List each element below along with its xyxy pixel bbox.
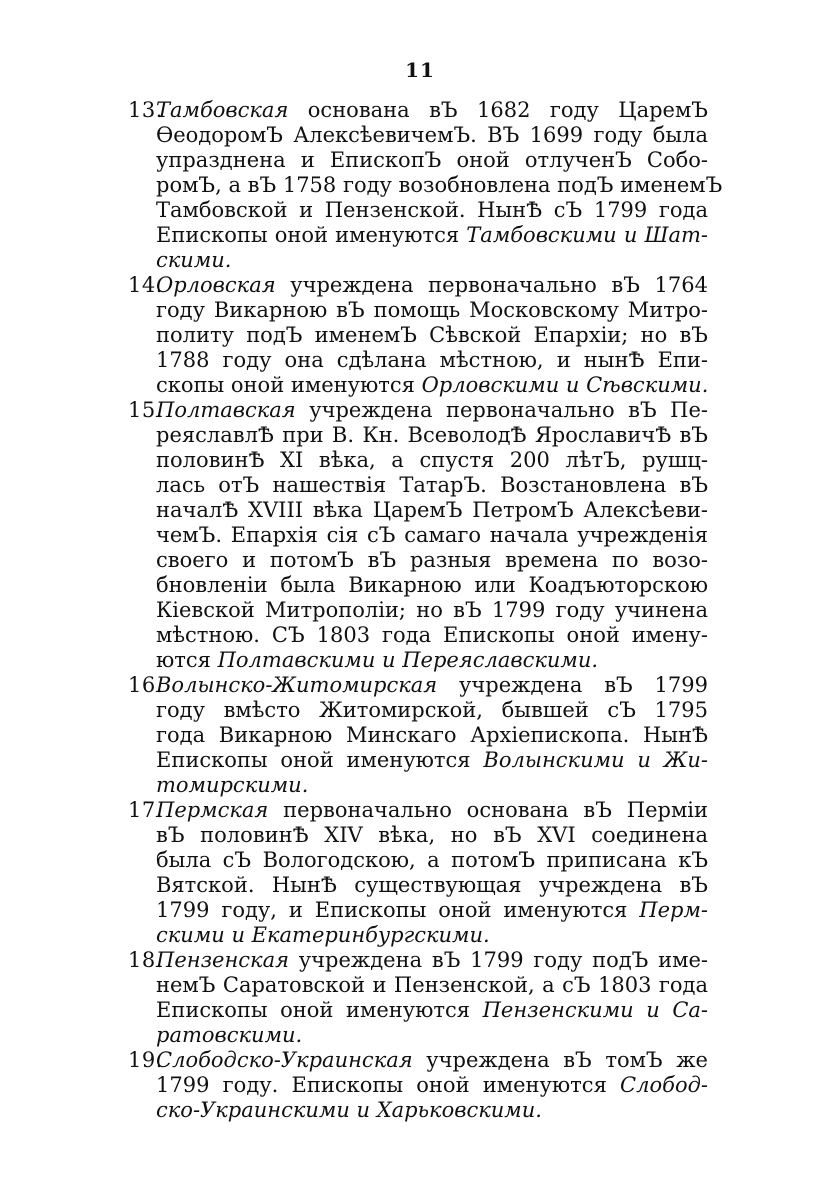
text-line [156, 773, 708, 798]
entry-number: 15. [128, 398, 163, 422]
text-segment: году вмѣсто Житомирской, бывшей сЪ 1795 [156, 698, 708, 722]
text-segment: немЪ Саратовской и Пензенской, а сЪ 1803 года [156, 973, 708, 997]
text-segment: упразднена и ЕпископЪ оной отлученЪ Собо- [156, 148, 708, 172]
text-line [156, 573, 708, 598]
text-line [156, 523, 708, 548]
text-line [156, 298, 708, 323]
italic-segment: Орловскими и Сѣвскими. [421, 373, 709, 397]
text-segment: 1799 году. Епископы оной именуются [156, 1073, 621, 1097]
text-segment: Епископы оной именуются [156, 748, 484, 772]
text-line [156, 998, 708, 1023]
text-line [156, 673, 708, 698]
text-line [156, 923, 708, 948]
text-line [156, 348, 708, 373]
italic-segment: Тамбовская [156, 98, 289, 122]
text-line [156, 723, 708, 748]
text-segment: вЪ половинѢ XIV вѣка, но вЪ XVI соединена [156, 823, 708, 847]
diocese-list [128, 98, 723, 1123]
italic-segment: Слобод- [620, 1073, 708, 1097]
text-segment: была сЪ Вологодскою, а потомЪ приписана кЪ [156, 848, 708, 872]
text-line [156, 1023, 708, 1048]
entry-number: 13. [128, 98, 163, 122]
entry-number: 17. [128, 798, 163, 822]
text-segment: ѲеодоромЪ АлексѣевичемЪ. ВЪ 1699 году была [156, 123, 708, 147]
text-segment: лась отЪ нашествія ТатарЪ. Возстановлена вЪ [156, 473, 708, 497]
text-segment: бновленіи была Викарною или Коадъюторскою [156, 573, 708, 597]
italic-segment: ско-Украинскими и Харьковскими. [156, 1098, 542, 1122]
italic-segment: Волынско-Житомирская [156, 673, 438, 697]
text-segment: году Викарною вЪ помощь Московскому Митро- [156, 298, 708, 322]
text-segment: учреждена первоначально вЪ Пе- [295, 398, 708, 422]
diocese-entry [128, 948, 708, 1048]
text-segment: Кіевской Митрополіи; но вЪ 1799 году учинена [156, 598, 708, 622]
text-line [156, 498, 708, 523]
text-line [156, 148, 708, 173]
text-line [156, 698, 708, 723]
italic-segment: Тамбовскими и Шат- [466, 223, 708, 247]
text-segment: ются [156, 648, 218, 672]
text-segment: года Викарною Минскаго Архіепископа. НынѢ [156, 723, 708, 747]
italic-segment: ратовскими. [156, 1023, 303, 1047]
text-segment: 1788 году она сдѣлана мѣстною, и нынѢ Епи- [156, 348, 708, 372]
italic-segment: Пермская [156, 798, 269, 822]
text-line [156, 598, 708, 623]
text-line [156, 748, 708, 773]
italic-segment: Орловская [156, 273, 276, 297]
page-number: 11 [405, 58, 435, 82]
text-line [156, 273, 708, 298]
text-line [156, 1073, 708, 1098]
text-segment: основана вЪ 1682 году ЦаремЪ [288, 98, 708, 122]
text-segment: скопы оной именуются [156, 373, 422, 397]
text-segment: Епископы оной именуются [156, 223, 467, 247]
text-line [156, 423, 708, 448]
diocese-entry [128, 1048, 708, 1123]
text-segment: началѢ XVIII вѣка ЦаремЪ ПетромЪ Алексѣеви- [156, 498, 708, 522]
text-segment: ромЪ, а вЪ 1758 году возобновлена подЪ именемЪ [156, 173, 723, 197]
italic-segment: томирскими. [156, 773, 309, 797]
text-line [156, 223, 708, 248]
text-segment: мѣстною. СЪ 1803 года Епископы оной имену- [156, 623, 708, 647]
entry-number: 18. [128, 948, 163, 972]
italic-segment: Полтавскими и Переяславскими. [217, 648, 599, 672]
diocese-entry [128, 398, 708, 673]
text-line [156, 823, 708, 848]
text-line [156, 798, 708, 823]
text-line [156, 98, 708, 123]
text-segment: первоначально основана вЪ Перміи [268, 798, 708, 822]
text-segment: политу подЪ именемЪ Сѣвской Епархіи; но вЪ [156, 323, 708, 347]
entry-number: 14. [128, 273, 163, 297]
text-line [156, 448, 708, 473]
italic-segment: Пензенскими и Са- [482, 998, 709, 1022]
text-line [156, 873, 708, 898]
italic-segment: Пензенская [156, 948, 290, 972]
text-line [156, 398, 708, 423]
text-segment: Тамбовской и Пензенской. НынѢ сЪ 1799 года [156, 198, 708, 222]
text-line [156, 123, 708, 148]
text-line [156, 198, 708, 223]
text-segment: половинѢ XI вѣка, а спустя 200 лѣтЪ, рушц- [156, 448, 708, 472]
italic-segment: Перм- [639, 898, 708, 922]
italic-segment: Слободско-Украинская [156, 1048, 413, 1072]
text-segment: чемЪ. Епархія сія сЪ самаго начала учрежденія [156, 523, 708, 547]
text-segment: учреждена вЪ томЪ же [412, 1048, 708, 1072]
entry-number: 16. [128, 673, 163, 697]
diocese-entry [128, 673, 708, 798]
text-line [156, 948, 708, 973]
diocese-entry [128, 798, 708, 948]
text-segment: учреждена вЪ 1799 году подЪ име- [289, 948, 708, 972]
text-line [156, 173, 723, 198]
text-segment: учреждена вЪ 1799 [437, 673, 708, 697]
italic-segment: скими. [156, 248, 232, 272]
entry-number: 19. [128, 1048, 163, 1072]
text-line [156, 848, 708, 873]
text-segment: реяславлѢ при В. Кн. ВсеволодѢ ЯрославичѢ вЪ [156, 423, 708, 447]
italic-segment: Волынскими и Жи- [483, 748, 708, 772]
text-segment: учреждена первоначально вЪ 1764 [275, 273, 708, 297]
text-line [156, 973, 708, 998]
text-line [156, 248, 708, 273]
text-line [156, 548, 708, 573]
text-line [156, 898, 708, 923]
text-line [156, 323, 708, 348]
diocese-entry [128, 98, 723, 273]
text-line [156, 473, 708, 498]
text-segment: Епископы оной именуются [156, 998, 483, 1022]
text-segment: Вятской. НынѢ существующая учреждена вЪ [156, 873, 708, 897]
text-segment: своего и потомЪ вЪ разныя времена по возо- [156, 548, 708, 572]
diocese-entry [128, 273, 708, 398]
text-line [156, 373, 708, 398]
italic-segment: Полтавская [156, 398, 296, 422]
text-line [156, 623, 708, 648]
italic-segment: скими и Екатеринбургскими. [156, 923, 490, 947]
text-line [156, 648, 708, 673]
text-line [156, 1098, 708, 1123]
text-segment: 1799 году, и Епископы оной именуются [156, 898, 640, 922]
text-line [156, 1048, 708, 1073]
